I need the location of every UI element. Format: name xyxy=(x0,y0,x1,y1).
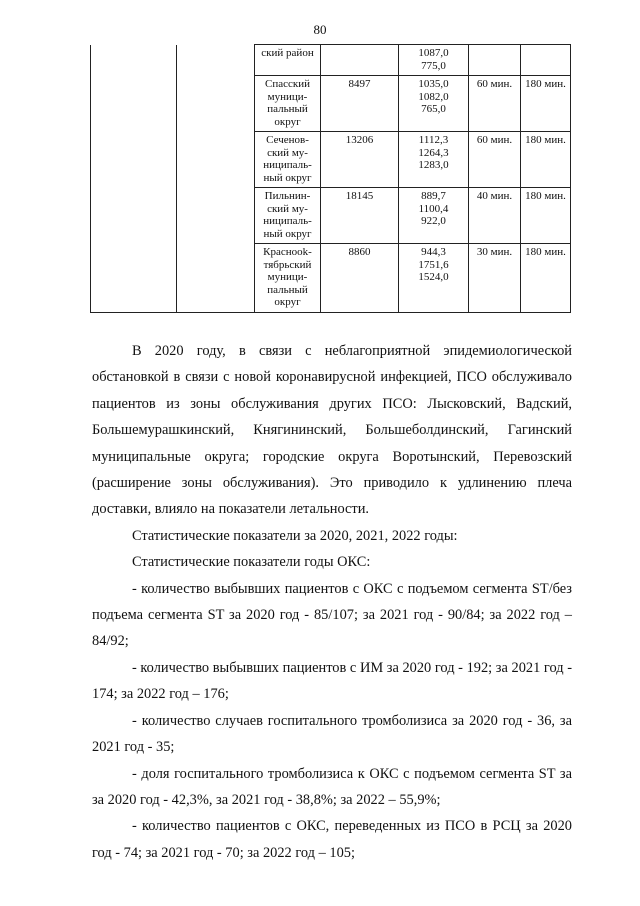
distance-value: 1100,4 xyxy=(418,202,449,215)
time-cell: 60 мин. xyxy=(469,132,521,188)
distance-cell xyxy=(399,132,469,188)
population-cell: 8497 xyxy=(321,76,399,132)
district-name-line: Сеченов- xyxy=(266,134,309,146)
distance-value: 1283,0 xyxy=(418,159,449,171)
list-item: - количество пациентов с ОКС, переведенных из ПСО в РСЦ за 2020 год - 74; за 2021 год - 70; за 2022 год – 105; xyxy=(92,818,572,861)
body-text xyxy=(92,338,572,866)
district-name-line: пальный xyxy=(267,103,308,115)
table-row xyxy=(91,45,571,76)
table-row xyxy=(91,244,571,313)
empty-cell xyxy=(177,76,255,132)
time-cell: 180 мин. xyxy=(521,132,571,188)
district-name-line: Спасский xyxy=(265,78,310,90)
list-item: - количество выбывших пациентов с ОКС с подъемом сегмента ST/без подъема сегмента ST за 2020 год - 85/107; за 2021 год - 90/84; за 2022 год – 84/92; xyxy=(92,580,572,650)
empty-cell xyxy=(177,244,255,313)
population-cell: 18145 xyxy=(321,188,399,244)
district-name-line: ский му- xyxy=(267,202,308,215)
list-item: - количество выбывших пациентов с ИМ за 2020 год - 192; за 2021 год - 174; за 2022 год – 176; xyxy=(92,659,572,703)
table-row xyxy=(91,188,571,244)
page-number: 80 xyxy=(313,22,327,37)
district-name-line: округ xyxy=(274,296,301,308)
empty-cell xyxy=(91,76,177,132)
distance-cell xyxy=(399,244,469,313)
empty-cell xyxy=(177,45,255,76)
list-item: - доля госпитального тромболизиса к ОКС с подъемом сегмента ST за за 2020 год - 42,3%, за 2021 год - 38,8%; за 2022 – 55,9%; xyxy=(92,765,572,808)
empty-cell xyxy=(177,132,255,188)
district-cell xyxy=(255,45,321,76)
distance-value: 1264,3 xyxy=(418,146,449,159)
time-cell xyxy=(521,45,571,76)
distance-value: 1112,3 xyxy=(418,134,449,146)
district-cell xyxy=(255,244,321,313)
distance-value: 889,7 xyxy=(421,190,446,202)
population-cell: 13206 xyxy=(321,132,399,188)
time-cell: 180 мин. xyxy=(521,244,571,313)
population-cell xyxy=(321,45,399,76)
district-name-line: ный округ xyxy=(263,171,312,184)
paragraph-oks-heading: Статистические показатели годы ОКС: xyxy=(132,554,371,571)
district-name-line: Пильнин- xyxy=(264,190,311,202)
distance-value: 775,0 xyxy=(421,59,446,72)
paragraph-stats-heading: Статистические показатели за 2020, 2021, 2022 годы: xyxy=(132,527,458,544)
district-name-line: муници- xyxy=(267,90,308,103)
distance-value: 922,0 xyxy=(421,215,446,227)
empty-cell xyxy=(91,188,177,244)
district-name-line: муници- xyxy=(267,271,308,283)
distance-value: 1751,6 xyxy=(418,258,449,271)
list-item: - количество случаев госпитального тромболизиса за 2020 год - 36, за 2021 год - 35; xyxy=(92,712,572,756)
distance-value: 944,3 xyxy=(421,246,446,258)
time-cell: 60 мин. xyxy=(469,76,521,132)
population-cell: 8860 xyxy=(321,244,399,313)
district-cell xyxy=(255,132,321,188)
time-cell xyxy=(469,45,521,76)
empty-cell xyxy=(177,188,255,244)
distance-value: 1087,0 xyxy=(418,47,449,59)
time-cell: 40 мин. xyxy=(469,188,521,244)
districts-table xyxy=(90,44,571,313)
distance-cell xyxy=(399,76,469,132)
district-name-line: округ xyxy=(274,115,301,128)
distance-value: 1035,0 xyxy=(418,78,449,90)
time-cell: 180 мин. xyxy=(521,76,571,132)
distance-cell xyxy=(399,188,469,244)
time-cell: 180 мин. xyxy=(521,188,571,244)
distance-value: 765,0 xyxy=(421,103,446,115)
district-cell xyxy=(255,76,321,132)
district-name-line: Краснook- xyxy=(263,246,312,258)
distance-cell xyxy=(399,45,469,76)
district-name-line: ный округ xyxy=(263,227,312,240)
distance-value: 1524,0 xyxy=(418,271,449,283)
table-row xyxy=(91,132,571,188)
empty-cell xyxy=(91,45,177,76)
district-name-line: ский му- xyxy=(267,146,308,159)
table-row xyxy=(91,76,571,132)
district-name-line: ниципаль- xyxy=(263,215,312,227)
empty-cell xyxy=(91,244,177,313)
district-name-line: ский район xyxy=(261,47,314,59)
time-cell: 30 мин. xyxy=(469,244,521,313)
paragraph-covid: В 2020 году, в связи с неблагоприятной эпидемиологической обстановкой в связи с новой коронавирусной инфекцией, ПСО обслуживало пациентов из зоны обслуживания других ПСО: Лысковский, Вадский, Большемурашкинский, Княгининский, Большеболдинский, Гагинский муниципальные округа; городские округа Воротынский, Перевозский (расширение зоны обслуживания). Это приводило к удлинению плеча доставки, влияло на показатели летальности. xyxy=(92,343,572,518)
distance-value: 1082,0 xyxy=(418,90,449,103)
district-cell xyxy=(255,188,321,244)
district-name-line: ниципаль- xyxy=(263,159,312,171)
empty-cell xyxy=(91,132,177,188)
district-name-line: пальный xyxy=(267,283,308,296)
district-name-line: тябрьский xyxy=(263,258,312,271)
